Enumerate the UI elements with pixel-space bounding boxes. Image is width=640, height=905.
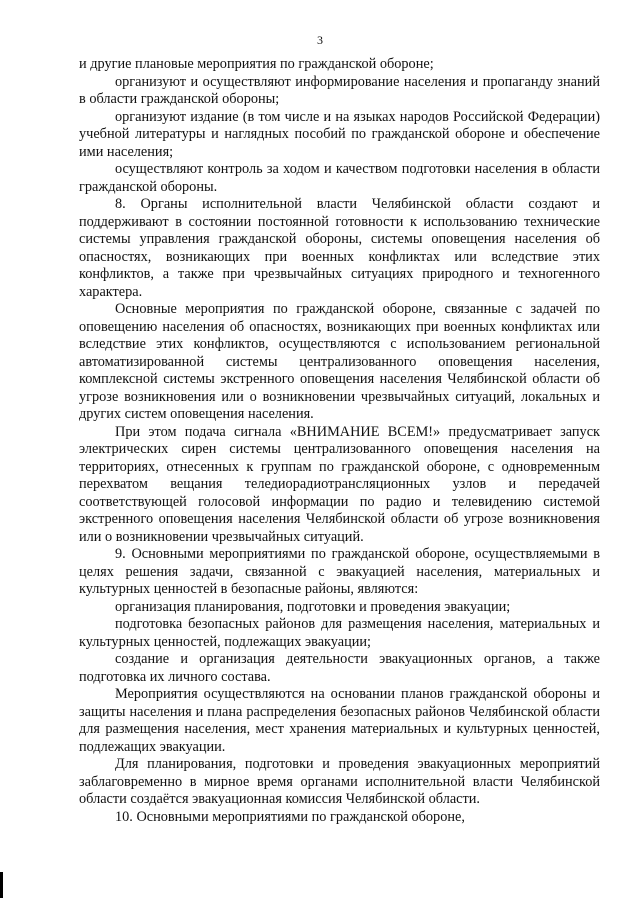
paragraph-evacuation-bodies: создание и организация деятельности эвакуационных органов, а также подготовка их личного состава. [79,651,600,685]
paragraph-control: осуществляют контроль за ходом и качеством подготовки населения в области гражданской обороны. [79,161,600,195]
paragraph-item-8: 8. Органы исполнительной власти Челябинской области создают и поддерживают в состоянии постоянной готовности к использованию технические системы управления гражданской обороны, системы оповещения населения об опасностях, возникающих при военных конфликтах или вследствие этих конфликтов, а также при чрезвычайных ситуациях природного и техногенного характера. [79,196,600,300]
paragraph-attention-signal: При этом подача сигнала «ВНИМАНИЕ ВСЕМ!» предусматривает запуск электрических сирен системы централизованного оповещения населения на территориях, отнесенных к группам по гражданской обороне, с одновременным перехватом вещания теледиорадиотрансляционных узлов и передачей соответствующей голосовой информации по радио и телевидению системой экстренного оповещения населения Челябинской области об угрозе возникновения или о возникновении чрезвычайных ситуаций. [79,423,600,545]
paragraph-item-10: 10. Основными мероприятиями по гражданской обороне, [115,808,465,825]
scan-margin-mark [0,872,3,898]
paragraph-publishing: организуют издание (в том числе и на языках народов Российской Федерации) учебной литературы и наглядных пособий по гражданской обороне и обеспечение ими населения; [79,108,600,160]
page-number: 3 [317,33,323,47]
paragraph-plan-measures: и другие плановые мероприятия по гражданской обороне; [79,56,434,72]
paragraph-safe-areas: подготовка безопасных районов для размещения населения, материальных и культурных ценностей, подлежащих эвакуации; [79,616,600,650]
paragraph-item-9: 9. Основными мероприятиями по гражданской обороне, осуществляемыми в целях решения задачи, связанной с эвакуацией населения, материальных и культурных ценностей в безопасные районы, являются: [79,546,600,597]
paragraph-informing: организуют и осуществляют информирование населения и пропаганду знаний в области гражданской обороны; [79,73,600,107]
paragraph-warning-measures: Основные мероприятия по гражданской обороне, связанные с задачей по оповещению населения об опасностях, возникающих при военных конфликтах или вследствие этих конфликтов, осуществляются с использованием региональной автоматизированной системы централизованного оповещения населения, комплексной системы экстренного оповещения населения Челябинской области об угрозе возникновения или о возникновении чрезвычайных ситуаций, локальных и других систем оповещения населения. [79,301,600,422]
paragraph-measures-basis: Мероприятия осуществляются на основании планов гражданской обороны и защиты населения и плана распределения безопасных районов Челябинской области для размещения населения, мест хранения материальных и культурных ценностей, подлежащих эвакуации. [79,686,600,755]
paragraph-evacuation-planning: организация планирования, подготовки и проведения эвакуации; [115,598,511,615]
document-body [79,56,600,826]
paragraph-evacuation-commission: Для планирования, подготовки и проведения эвакуационных мероприятий заблаговременно в мирное время органами исполнительной власти Челябинской области создаётся эвакуационная комиссия Челябинской области. [79,756,600,807]
